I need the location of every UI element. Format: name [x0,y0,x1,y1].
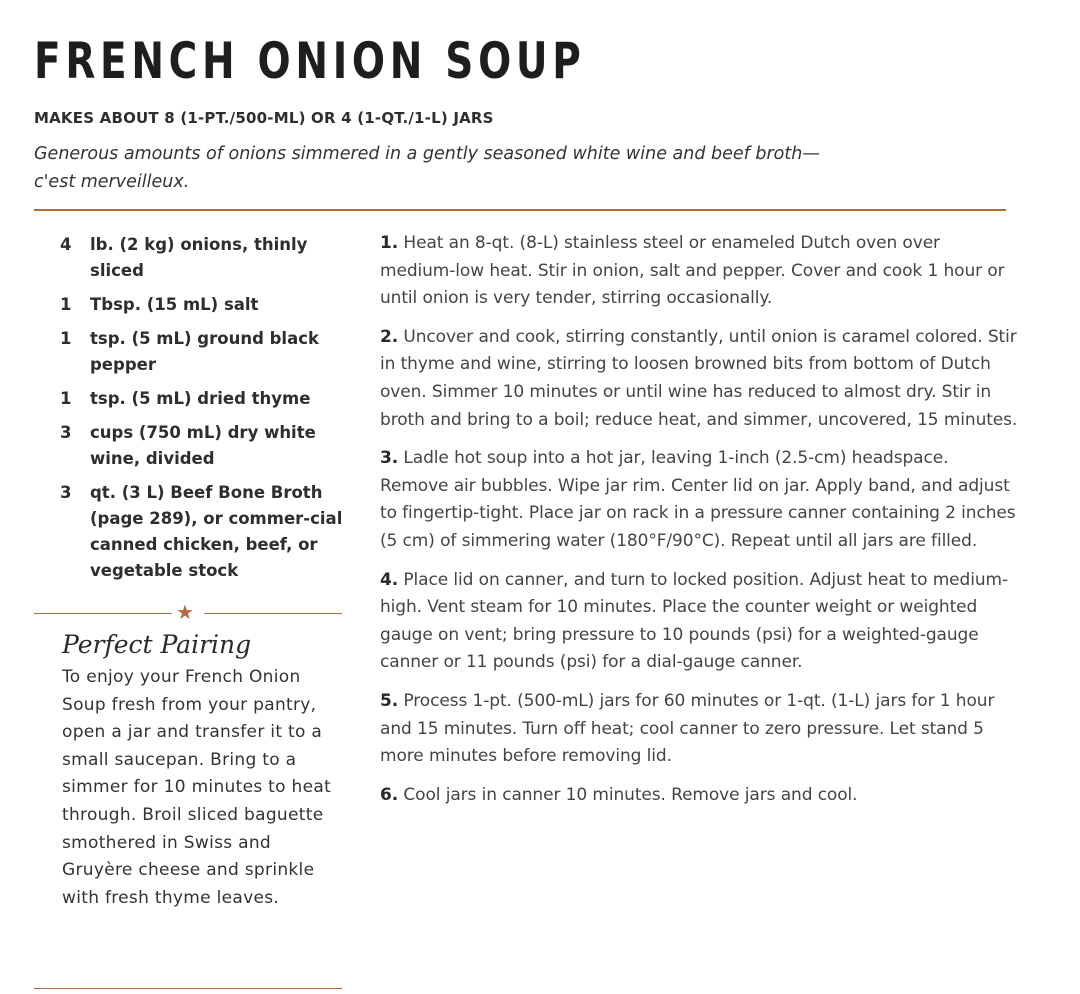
direction-step [380,782,1020,810]
step-text: Place lid on canner, and turn to locked position. Adjust heat to medium-high. Vent steam for 10 minutes. Place the counter weight or weighted gauge on vent; bring pressure to 10 pounds (psi) for a weighted-gauge canner or 11 pounds (psi) for a dial-gauge canner. [380,569,1009,673]
ingredient-text: cups (750 mL) dry white wine, divided [90,423,316,468]
direction-step [380,230,1020,313]
ingredient-qty: 4 [60,235,72,254]
pairing-title: Perfect Pairing [62,630,252,659]
ingredient-item [56,326,356,378]
pairing-body: To enjoy your French Onion Soup fresh from your pantry, open a jar and transfer it to a small saucepan. Bring to a simmer for 10 minutes to heat through. Broil sliced baguette smothered in Swiss and Gruyère cheese and sprinkle with fresh thyme leaves. [62,667,332,908]
pairing-divider-right [204,613,342,614]
ingredient-text: tsp. (5 mL) dried thyme [90,389,311,408]
ingredient-list [56,232,356,592]
recipe-intro [34,140,954,196]
step-number: 1. [380,233,399,253]
ingredient-qty: 1 [60,329,72,348]
ingredient-qty: 1 [60,295,72,314]
ingredient-item [56,480,356,584]
step-number: 6. [380,784,399,805]
ingredient-qty: 3 [60,423,72,442]
step-number: 4. [380,569,399,590]
step-text: Heat an 8-qt. (8-L) stainless steel or enameled Dutch oven over medium-low heat. Stir in onion, salt and pepper. Cover and cook 1 hour or until onion is very tender, stirring occasionally. [380,233,1005,309]
ingredient-text: Tbsp. (15 mL) salt [90,295,259,314]
ingredient-item [56,292,356,318]
header-divider [34,209,1006,211]
direction-step [380,324,1020,434]
ingredient-text: tsp. (5 mL) ground black pepper [90,329,319,374]
ingredient-qty: 1 [60,389,72,408]
ingredient-text: qt. (3 L) Beef Bone Broth (page 289), or commer-cial canned chicken, beef, or vegetable stock [90,483,343,580]
ingredient-text: lb. (2 kg) onions, thinly sliced [90,235,308,280]
direction-step [380,445,1020,555]
ingredient-item [56,386,356,412]
recipe-yield: MAKES ABOUT 8 (1-PT./500-ML) OR 4 (1-QT./1-L) JARS [34,109,494,127]
step-number: 2. [380,326,399,347]
star-icon: ★ [176,600,194,624]
intro-line-2: c'est merveilleux. [34,172,190,192]
intro-line-1: Generous amounts of onions simmered in a gently seasoned white wine and beef broth— [34,144,820,164]
direction-step [380,688,1020,771]
step-text: Ladle hot soup into a hot jar, leaving 1-inch (2.5-cm) headspace. Remove air bubbles. Wipe jar rim. Center lid on jar. Apply band, and adjust to fingertip-tight. Place jar on rack in a pressure canner containing 2 inches (5 cm) of simmering water (180°F/90°C). Repeat until all jars are filled. [380,448,1016,551]
direction-step [380,567,1020,677]
directions [380,230,1020,820]
recipe-title: FRENCH ONION SOUP [34,32,586,90]
ingredient-qty: 3 [60,483,72,502]
step-text: Process 1-pt. (500-mL) jars for 60 minutes or 1-qt. (1-L) jars for 1 hour and 15 minutes. Turn off heat; cool canner to zero pressure. Let stand 5 more minutes before removing lid. [380,690,995,767]
step-text: Uncover and cook, stirring constantly, until onion is caramel colored. Stir in thyme and wine, stirring to loosen browned bits from bottom of Dutch oven. Simmer 10 minutes or until wine has reduced to almost dry. Stir in broth and bring to a boil; reduce heat, and simmer, uncovered, 15 minutes. [380,326,1018,430]
step-number: 5. [380,690,399,711]
step-text: Cool jars in canner 10 minutes. Remove jars and cool. [403,784,858,805]
ingredient-item [56,420,356,472]
pairing-divider-left [34,613,172,614]
pairing-bottom-divider [34,988,342,989]
step-number: 3. [380,448,399,469]
ingredient-item [56,232,356,284]
